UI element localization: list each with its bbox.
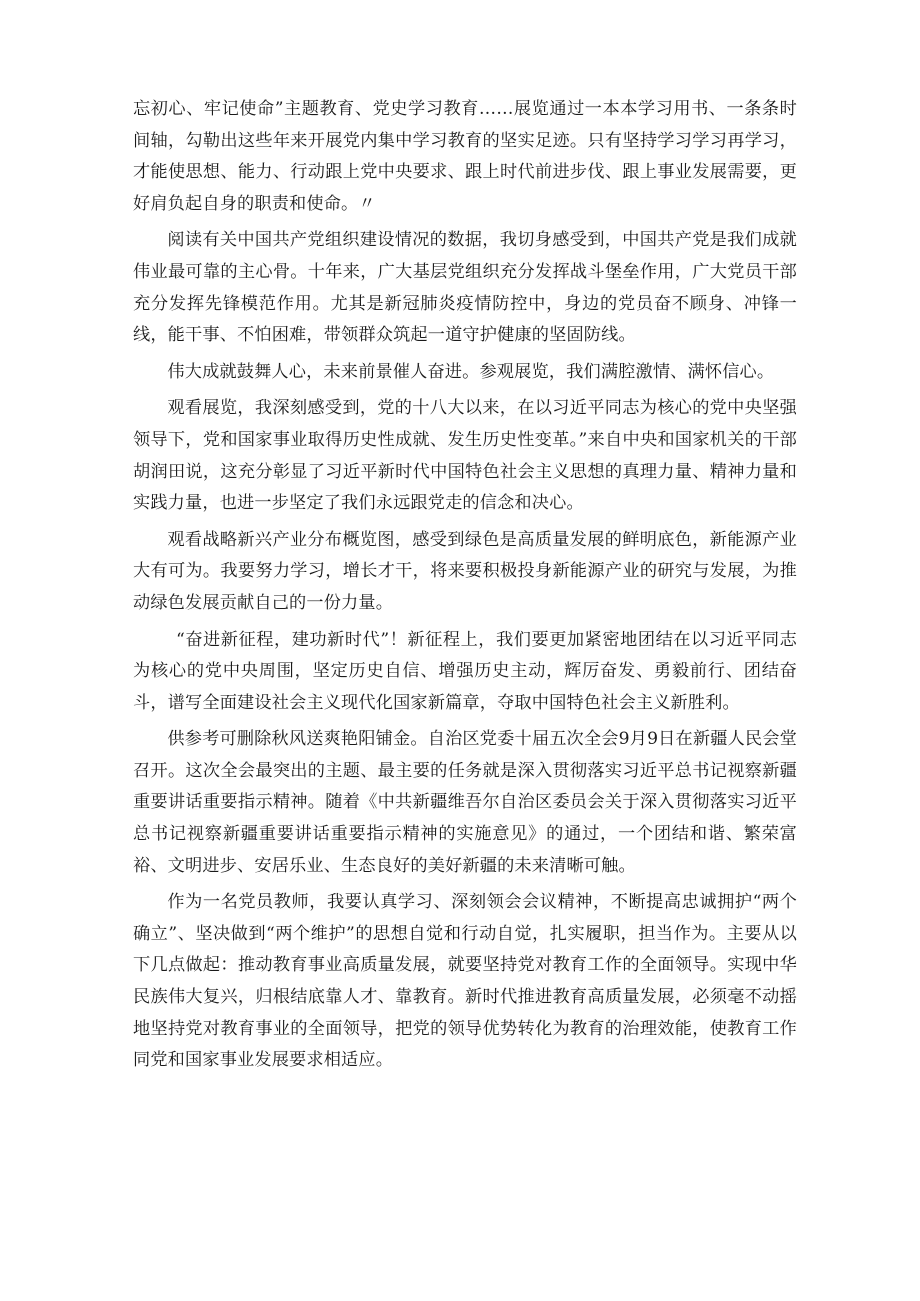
paragraph-7: 供参考可删除秋风送爽艳阳铺金。自治区党委十届五次全会9月9日在新疆人民会堂召开。这次全会最突出的主题、最主要的任务就是深入贯彻落实习近平总书记视察新疆重要讲话重要指示精神。随着《中共新疆维吾尔自治区委员会关于深入贯彻落实习近平总书记视察新疆重要讲话重要指示精神的实施意见》的通过，一个团结和谐、繁荣富裕、文明进步、安居乐业、生态良好的美好新疆的未来清晰可触。	[133, 729, 797, 876]
paragraph-6: “奋进新征程，建功新时代”！新征程上，我们要更加紧密地团结在以习近平同志为核心的党中央周围，坚定历史自信、增强历史主动，辉厉奋发、勇毅前行、团结奋斗，谱写全面建设社会主义现代化国家新篇章，夺取中国特色社会主义新胜利。	[133, 629, 797, 713]
paragraph-8: 作为一名党员教师，我要认真学习、深刻领会会议精神，不断提高忠诚拥护“两个确立”、坚决做到“两个维护”的思想自觉和行动自觉，扎实履职，担当作为。主要从以下几点做起：推动教育事业高质量发展，就要坚持党对教育工作的全面领导。实现中华民族伟大复兴，归根结底靠人才、靠教育。新时代推进教育高质量发展，必须毫不动摇地坚持党对教育事业的全面领导，把党的领导优势转化为教育的治理效能，使教育工作同党和国家事业发展要求相适应。	[133, 892, 797, 1071]
document-body	[133, 94, 797, 1077]
paragraph-2: 阅读有关中国共产党组织建设情况的数据，我切身感受到，中国共产党是我们成就伟业最可靠的主心骨。十年来，广大基层党组织充分发挥战斗堡垒作用，广大党员干部充分发挥先锋模范作用。尤其是新冠肺炎疫情防控中，身边的党员奋不顾身、冲锋一线，能干事、不怕困难，带领群众筑起一道守护健康的坚固防线。	[133, 230, 797, 346]
paragraph-1: 忘初心、牢记使命”主题教育、党史学习教育……展览通过一本本学习用书、一条条时间轴，勾勒出这些年来开展党内集中学习教育的坚实足迹。只有坚持学习学习再学习，才能使思想、能力、行动跟上党中央要求、跟上时代前进步伐、跟上事业发展需要，更好肩负起自身的职责和使命。〃	[133, 99, 797, 214]
paragraph-4: 观看展览，我深刻感受到，党的十八大以来，在以习近平同志为核心的党中央坚强领导下，党和国家事业取得历史性成就、发生历史性变革。”来自中央和国家机关的干部胡润田说，这充分彰显了习近平新时代中国特色社会主义思想的真理力量、精神力量和实践力量，也进一步坚定了我们永远跟党走的信念和决心。	[133, 398, 797, 514]
paragraph-5: 观看战略新兴产业分布概览图，感受到绿色是高质量发展的鲜明底色，新能源产业大有可为。我要努力学习，增长才干，将来要积极投身新能源产业的研究与发展，为推动绿色发展贡献自己的一份力量。	[133, 529, 797, 613]
paragraph-3: 伟大成就鼓舞人心，未来前景催人奋进。参观展览，我们满腔激情、满怀信心。	[167, 361, 775, 382]
